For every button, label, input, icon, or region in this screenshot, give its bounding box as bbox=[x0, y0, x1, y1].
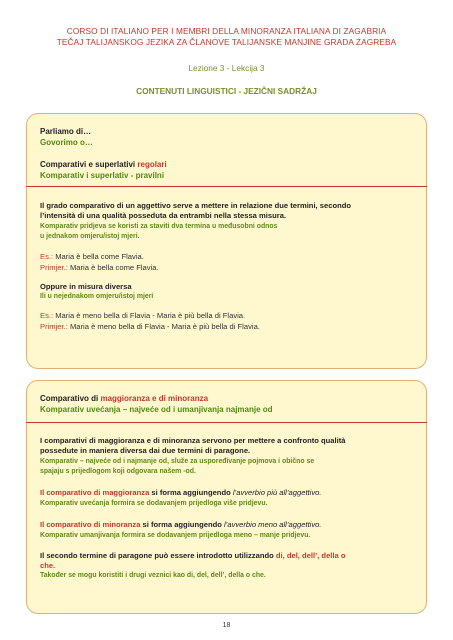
box1-p1-hr-line2: u jednakom omjeru/istoj mjeri. bbox=[40, 233, 140, 240]
minoranza-rule-hr: Komparativ umanjivanja formira se dodavanjem prijedloga meno – manje pridjevu. bbox=[40, 532, 311, 539]
example2-it: Es.: Maria è meno bella di Flavia - Maria è più bella di Flavia. bbox=[40, 311, 246, 320]
box2-p1-hr-line1: Komparativ – najveće od i najmanje od, služe za uspoređivanje pojmova i obično se bbox=[40, 458, 315, 465]
course-title-hr: TEČAJ TALIJANSKOG JEZIKA ZA ČLANOVE TALIJANSKE MANJINE GRADA ZAGREBA bbox=[56, 37, 397, 47]
box1-p1-hr-line1: Komparativ pridjeva se koristi za staviti dva termina u međusobni odnos bbox=[40, 223, 278, 230]
box1-p1-it-line1: Il grado comparativo di un aggettivo serve a mettere in relazione due termini, secondo bbox=[40, 201, 351, 210]
parliamo-heading: Parliamo di… bbox=[40, 127, 92, 136]
second-term-it-line2: che. bbox=[40, 561, 56, 570]
page-number: 18 bbox=[222, 622, 231, 629]
box1-p1-it-line2: l’intensità di una qualità posseduta da entrambi nella stessa misura. bbox=[40, 211, 287, 220]
second-term-hr: Također se mogu koristiti i drugi veznici kao di, del, dell’, della o che. bbox=[40, 572, 266, 579]
box1-divider bbox=[26, 186, 427, 187]
course-title-it: CORSO DI ITALIANO PER I MEMBRI DELLA MINORANZA ITALIANA DI ZAGABRIA bbox=[66, 26, 387, 36]
minoranza-rule-it: Il comparativo di minoranza si forma aggiungendo l’avverbio meno all’aggettivo. bbox=[40, 520, 322, 529]
box2-title-hr: Komparativ uvećanja – najveće od i umanjivanja najmanje od bbox=[40, 405, 273, 414]
box1-title-it: Comparativi e superlativi regolari bbox=[40, 160, 167, 169]
example2-hr: Primjer.: Maria è meno bella di Flavia - Maria è più bella di Flavia. bbox=[40, 322, 260, 331]
maggioranza-rule-hr: Komparativ uvećanja formira se dodavanjem prijedloga više pridjevu. bbox=[40, 500, 268, 507]
box2-divider bbox=[26, 422, 427, 423]
govorimo-heading: Govorimo o… bbox=[40, 138, 93, 147]
example-hr: Primjer.: Maria è bella come Flavia. bbox=[40, 263, 159, 272]
box1-title-hr: Komparativ i superlativ - pravilni bbox=[40, 171, 165, 180]
box2-p1-it-line2: possedute in maniera diversa dai due termini di paragone. bbox=[40, 446, 251, 455]
box2-p1-hr-line2: spajaju s prijedlogom koji odgovara našem -od. bbox=[40, 468, 196, 475]
second-term-it-line1: Il secondo termine di paragone può essere introdotto utilizzando di, del, dell’, della o bbox=[40, 551, 346, 560]
oppure-hr: Ili u nejednakom omjeru/istoj mjeri bbox=[40, 293, 154, 300]
lesson-label: Lezione 3 - Lekcija 3 bbox=[188, 63, 265, 73]
course-header bbox=[0, 26, 453, 48]
maggioranza-rule-it: Il comparativo di maggioranza si forma aggiungendo l’avverbio più all’aggettivo. bbox=[40, 488, 322, 497]
example-it: Es.: Maria è bella come Flavia. bbox=[40, 252, 144, 261]
section-title: CONTENUTI LINGUISTICI - JEZIČNI SADRŽAJ bbox=[136, 86, 317, 96]
oppure-it: Oppure in misura diversa bbox=[40, 282, 132, 291]
box2-p1-it-line1: I comparativi di maggioranza e di minoranza servono per mettere a confronto qualità bbox=[40, 436, 346, 445]
box2-title-it: Comparativo di maggioranza e di minoranza bbox=[40, 394, 209, 403]
